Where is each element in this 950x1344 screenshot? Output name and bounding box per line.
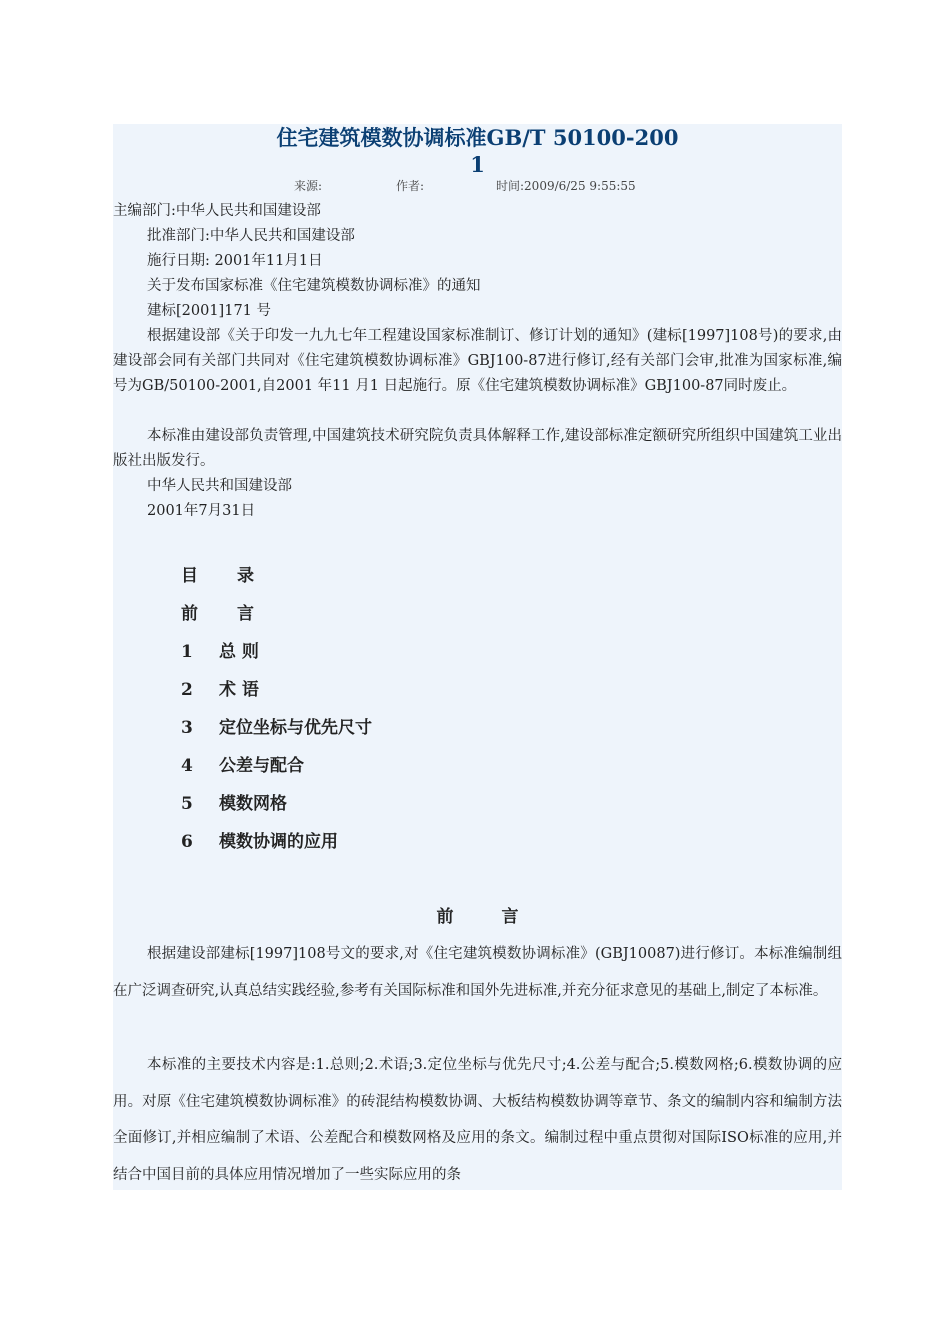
publish-time: 时间:2009/6/25 9:55:55 [496,179,636,193]
toc-heading: 目 录 [181,566,254,586]
title-line-2: 1 [470,152,485,177]
notice-paragraph-1: 根据建设部《关于印发一九九七年工程建设国家标准制订、修订计划的通知》(建标[1997]108号)的要求,由建设部会同有关部门共同对《住宅建筑模数协调标准》GBJ100-87进行修订,经有关部门会审,批准为国家标准,编号为GB/50100-2001,自2001 年11 月1 日起施行。原《住宅建筑模数协调标准》GBJ100-87同时废止。 [113,328,842,394]
editor-line: 主编部门:中华人民共和国建设部 [113,203,321,219]
source-label: 来源: [294,179,323,193]
signer-line: 中华人民共和国建设部 [147,478,292,494]
doc-number-line: 建标[2001]171 号 [147,303,272,319]
toc-item: 1 总 则 [181,642,259,662]
notice-title-line: 关于发布国家标准《住宅建筑模数协调标准》的通知 [147,278,481,294]
toc-item: 3 定位坐标与优先尺寸 [181,718,372,738]
toc-item: 2 术 语 [181,680,259,700]
notice-paragraph-2: 本标准由建设部负责管理,中国建筑技术研究院负责具体解释工作,建设部标准定额研究所组织中国建筑工业出版社出版发行。 [113,428,842,469]
preface-paragraph-2: 本标准的主要技术内容是:1.总则;2.术语;3.定位坐标与优先尺寸;4.公差与配合;5.模数网格;6.模数协调的应用。对原《住宅建筑模数协调标准》的砖混结构模数协调、大板结构模数协调等章节、条文的编制内容和编制方法全面修订,并相应编制了术语、公差配合和模数网格及应用的条文。编制过程中重点贯彻对国际ISO标准的应用,并结合中国目前的具体应用情况增加了一些实际应用的条 [113,1057,842,1183]
preface-paragraph-1: 根据建设部建标[1997]108号文的要求,对《住宅建筑模数协调标准》(GBJ10087)进行修订。本标准编制组在广泛调查研究,认真总结实践经验,参考有关国际标准和国外先进标准,并充分征求意见的基础上,制定了本标准。 [113,946,842,999]
title-line-1: 住宅建筑模数协调标准GB/T 50100-200 [276,125,679,150]
toc-item: 5 模数网格 [181,794,287,814]
article-title [113,124,842,178]
preface-heading: 前 言 [436,907,519,927]
notice-date-line: 2001年7月31日 [147,503,256,519]
approver-line: 批准部门:中华人民共和国建设部 [147,228,355,244]
author-label: 作者: [396,179,425,193]
toc-item: 6 模数协调的应用 [181,832,338,852]
effective-date-line: 施行日期: 2001年11月1日 [147,253,323,269]
toc-item: 4 公差与配合 [181,756,304,776]
toc-preface: 前 言 [181,604,254,624]
